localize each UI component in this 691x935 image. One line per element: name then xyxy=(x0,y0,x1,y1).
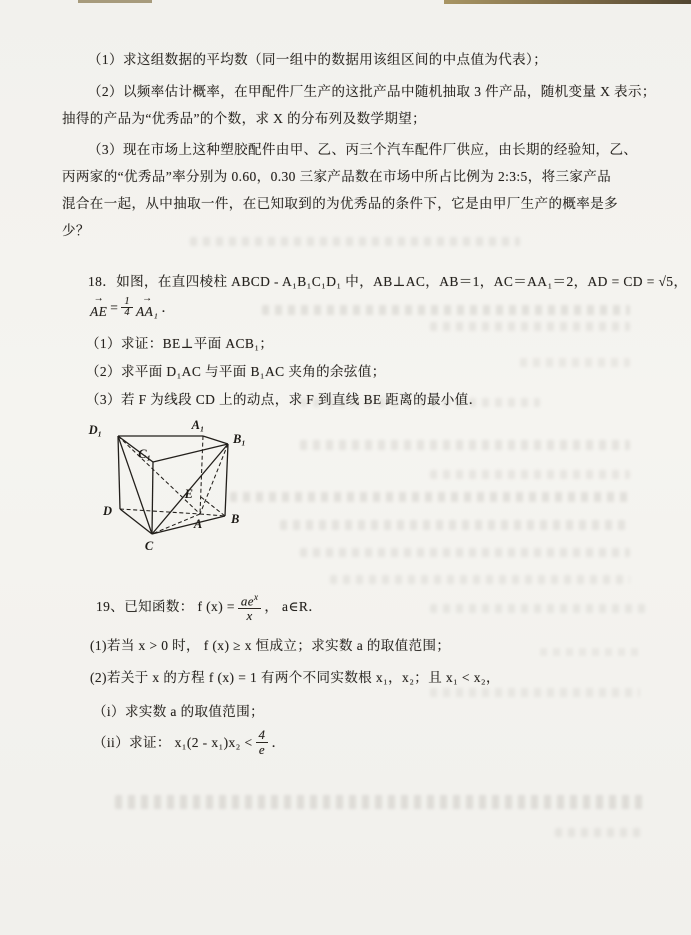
fraction-one-fourth xyxy=(121,297,133,318)
bleedthrough-artifact xyxy=(115,795,645,809)
fraction-aex-over-x xyxy=(238,590,261,623)
bleedthrough-artifact xyxy=(230,492,630,502)
q17-part3-line2: 丙两家的“优秀品”率分别为 0.60，0.30 三家产品数在市场中所占比例为 2:3:5，将三家产品 xyxy=(62,169,612,184)
period: ． xyxy=(161,299,176,315)
vertex-label-b1: B₁ xyxy=(233,432,246,446)
scan-edge-artifact xyxy=(78,0,152,3)
vector-ae-label: AE xyxy=(90,304,108,319)
bleedthrough-artifact xyxy=(555,828,645,837)
fraction-numerator: 1 xyxy=(121,297,133,308)
vertex-label-c1: C₁ xyxy=(138,447,151,461)
bleedthrough-artifact xyxy=(430,604,650,613)
edge-d1-d xyxy=(118,436,120,509)
vector-aa1-label: AA₁ xyxy=(135,304,159,319)
vertex-label-d1: D₁ xyxy=(88,423,102,437)
equals-sign: = xyxy=(110,299,119,315)
vertex-label-c: C xyxy=(144,539,154,553)
edge-c1-c xyxy=(152,462,153,534)
numerator-exponent: x xyxy=(253,592,259,602)
q18-part1-line: （1）求证：BE⊥平面 ACB₁； xyxy=(86,336,274,351)
q19-intro-prefix: 19、已知函数： f (x) = xyxy=(96,598,235,614)
q19-part1-line: (1)若当 x > 0 时， f (x) ≥ x 恒成立；求实数 a 的取值范围； xyxy=(90,638,451,653)
edge-b1-b xyxy=(225,444,228,516)
q19-part2-line: (2)若关于 x 的方程 f (x) = 1 有两个不同实数根 x₁，x₂；且 x₁ < x₂， xyxy=(90,670,500,685)
q19-ii-prefix: （ii）求证： x₁(2 - x₁)x₂ < xyxy=(93,734,253,750)
q17-part3-line3: 混合在一起，从中抽取一件，在已知取到的为优秀品的条件下，它是由甲厂生产的概率是多 xyxy=(62,196,618,211)
bleedthrough-artifact xyxy=(190,237,520,246)
q17-part1-line: （1）求这组数据的平均数（同一组中的数据用该组区间的中点值为代表）； xyxy=(88,52,548,67)
q17-part3-line1: （3）现在市场上这种塑胶配件由甲、乙、丙三个汽车配件厂供应，由长期的经验知，乙、 xyxy=(88,142,638,157)
diagonal-b1-a xyxy=(200,444,228,514)
q19-ii-suffix: ． xyxy=(271,734,286,750)
q17-part3-line4: 少？ xyxy=(62,223,90,238)
edge-a1-b1 xyxy=(203,436,228,444)
vertex-label-a1: A₁ xyxy=(191,418,205,432)
bleedthrough-artifact xyxy=(430,688,640,697)
bleedthrough-artifact xyxy=(300,440,630,450)
bleedthrough-artifact xyxy=(330,575,630,584)
edge-b1-c1 xyxy=(153,444,228,462)
vector-arrow-icon: → xyxy=(142,293,153,304)
fraction-four-over-e xyxy=(256,728,269,757)
edge-c-b xyxy=(152,516,225,534)
q18-vector-equation xyxy=(90,293,176,319)
vertex-label-b: B xyxy=(231,512,240,526)
fraction-numerator xyxy=(238,590,261,609)
bleedthrough-artifact xyxy=(540,648,640,656)
vector-aa1 xyxy=(135,293,159,319)
scan-edge-artifact xyxy=(444,0,691,4)
bleedthrough-artifact xyxy=(300,398,540,407)
edge-a-b xyxy=(200,514,225,516)
edge-d-a xyxy=(120,509,200,514)
bleedthrough-artifact xyxy=(430,322,630,331)
vertex-label-e: E xyxy=(184,487,193,501)
q17-part2-line2: 抽得的产品为“优秀品”的个数，求 X 的分布列及数学期望； xyxy=(62,111,427,126)
vertex-label-a: A xyxy=(193,517,203,531)
bleedthrough-artifact xyxy=(262,305,630,315)
q18-part3-line: （3）若 F 为线段 CD 上的动点，求 F 到直线 BE 距离的最小值． xyxy=(86,392,483,407)
bleedthrough-artifact xyxy=(300,548,630,557)
q18-part2-line: （2）求平面 D₁AC 与平面 B₁AC 夹角的余弦值； xyxy=(86,364,386,379)
vertex-label-d: D xyxy=(102,504,112,518)
q19-statement-line xyxy=(96,590,322,623)
vector-arrow-icon: → xyxy=(93,293,104,304)
diagonal-d1-a xyxy=(118,436,200,514)
q19-part2-i-line: （i）求实数 a 的取值范围； xyxy=(93,704,264,719)
fraction-denominator: 4 xyxy=(124,307,130,318)
q19-intro-suffix: ， a∈R． xyxy=(264,598,323,614)
fraction-denominator: x xyxy=(246,608,253,624)
q18-statement-line: 18．如图，在直四棱柱 ABCD - A₁B₁C₁D₁ 中，AB⊥AC，AB＝1，AC＝AA₁＝2，AD = CD = √5， xyxy=(88,274,688,289)
q19-part2-ii-line xyxy=(93,728,285,757)
bleedthrough-artifact xyxy=(280,520,630,530)
bleedthrough-artifact xyxy=(520,358,630,367)
segment-e-b xyxy=(201,497,225,516)
fraction-numerator: 4 xyxy=(256,728,269,743)
vector-ae xyxy=(90,293,108,319)
q17-part2-line1: （2）以频率估计概率，在甲配件厂生产的这批产品中随机抽取 3 件产品，随机变量 X 表示； xyxy=(88,84,656,99)
numerator-base: ae xyxy=(240,593,254,609)
fraction-denominator: e xyxy=(258,742,266,757)
bleedthrough-artifact xyxy=(430,470,630,479)
